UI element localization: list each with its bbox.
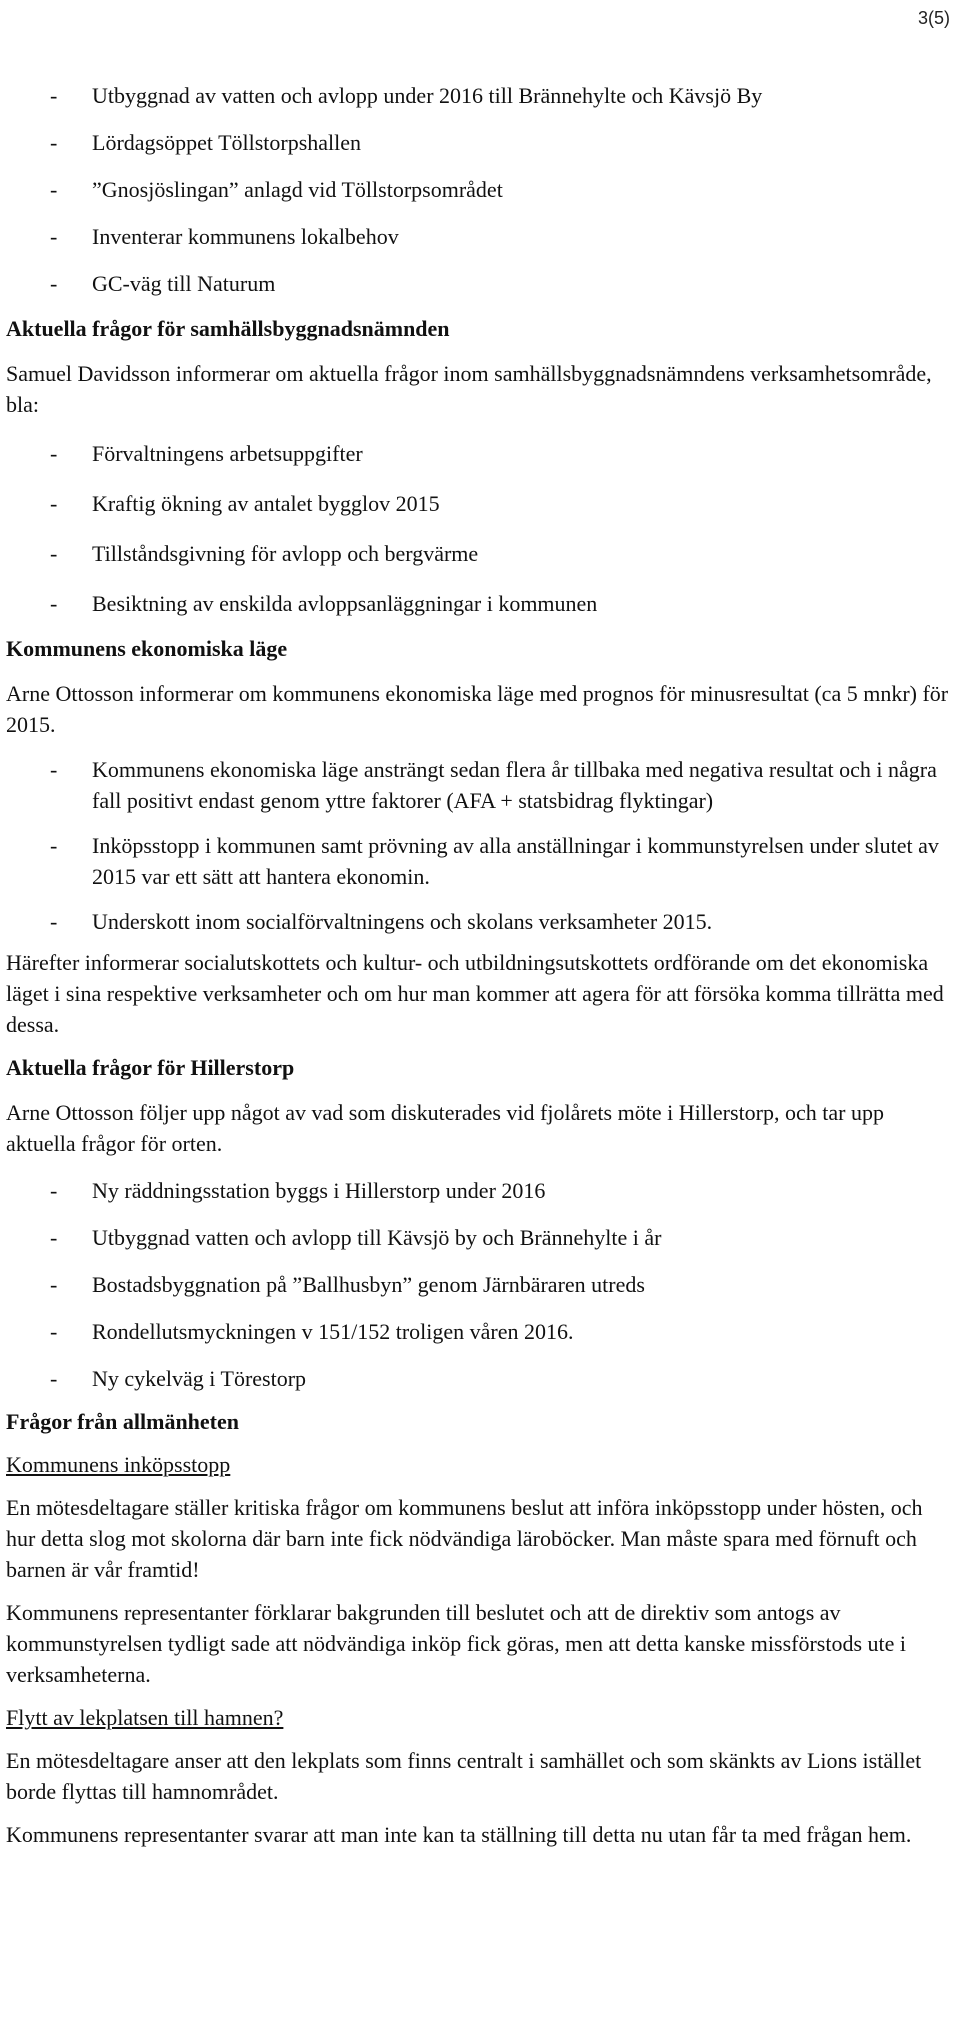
paragraph: En mötesdeltagare anser att den lekplats som finns centralt i samhället och som skänkts av Lions istället borde flyttas till hamnområdet. xyxy=(6,1748,922,1804)
sbn-list xyxy=(6,438,956,619)
section-heading-sbn: Aktuella frågor för samhällsbyggnadsnämnden xyxy=(6,316,450,341)
paragraph: Härefter informerar socialutskottets och kultur- och utbildningsutskottets ordförande om det ekonomiska läget i sina respektive verksamheter och om hur man kommer att agera för att försöka komma tillrätta med dessa. xyxy=(6,950,944,1037)
list-item: - Bostadsbyggnation på ”Ballhusbyn” genom Järnbäraren utreds xyxy=(50,1272,645,1297)
section-heading-hillerstorp: Aktuella frågor för Hillerstorp xyxy=(6,1055,295,1080)
hillerstorp-list xyxy=(6,1175,956,1394)
list-item: - Rondellutsmyckningen v 151/152 troligen våren 2016. xyxy=(50,1319,574,1344)
paragraph: Arne Ottosson informerar om kommunens ekonomiska läge med prognos för minusresultat (ca 5 mnkr) för 2015. xyxy=(6,681,949,737)
intro-list xyxy=(6,80,956,299)
subheading-purchase-stop: Kommunens inköpsstopp xyxy=(6,1452,231,1477)
page-number: 3(5) xyxy=(917,8,950,28)
list-item: - Underskott inom socialförvaltningens och skolans verksamheter 2015. xyxy=(50,909,713,934)
list-item: - GC-väg till Naturum xyxy=(50,271,276,296)
list-item: - Tillståndsgivning för avlopp och bergvärme xyxy=(50,541,479,566)
list-item: - Inventerar kommunens lokalbehov xyxy=(50,224,399,249)
document-body xyxy=(6,80,956,1850)
subheading-playground: Flytt av lekplatsen till hamnen? xyxy=(6,1705,284,1730)
list-item: - ”Gnosjöslingan” anlagd vid Töllstorpsområdet xyxy=(50,177,503,202)
paragraph: Kommunens representanter svarar att man inte kan ta ställning till detta nu utan får ta med frågan hem. xyxy=(6,1822,912,1847)
paragraph: Samuel Davidsson informerar om aktuella frågor inom samhällsbyggnadsnämndens verksamhetsområde, bla: xyxy=(6,361,932,417)
list-item: - Kommunens ekonomiska läge ansträngt sedan flera år tillbaka med negativa resultat och i några fall positivt endast genom yttre faktorer (AFA + statsbidrag flyktingar) xyxy=(50,757,937,813)
paragraph: En mötesdeltagare ställer kritiska frågor om kommunens beslut att införa inköpsstopp under hösten, och hur detta slog mot skolorna där barn inte fick nödvändiga läroböcker. Man måste spara med förnuft och barnen är vår framtid! xyxy=(6,1495,923,1582)
paragraph: Kommunens representanter förklarar bakgrunden till beslutet och att de direktiv som antogs av kommunstyrelsen tydligt sade att nödvändiga inköp fick göras, men att detta kanske missförstods ute i verksamheterna. xyxy=(6,1600,907,1687)
list-item: - Kraftig ökning av antalet bygglov 2015 xyxy=(50,491,440,516)
list-item: - Förvaltningens arbetsuppgifter xyxy=(50,441,363,466)
list-item: - Lördagsöppet Töllstorpshallen xyxy=(50,130,362,155)
section-heading-public: Frågor från allmänheten xyxy=(6,1409,240,1434)
list-item: - Utbyggnad vatten och avlopp till Kävsjö by och Brännehylte i år xyxy=(50,1225,662,1250)
list-item: - Inköpsstopp i kommunen samt prövning av alla anställningar i kommunstyrelsen under slutet av 2015 var ett sätt att hantera ekonomin. xyxy=(50,833,939,889)
paragraph: Arne Ottosson följer upp något av vad som diskuterades vid fjolårets möte i Hillerstorp, och tar upp aktuella frågor för orten. xyxy=(6,1100,884,1156)
econ-list xyxy=(6,754,956,937)
list-item: - Ny cykelväg i Törestorp xyxy=(50,1366,307,1391)
list-item: - Utbyggnad av vatten och avlopp under 2016 till Brännehylte och Kävsjö By xyxy=(50,83,763,108)
section-heading-econ: Kommunens ekonomiska läge xyxy=(6,636,288,661)
list-item: - Besiktning av enskilda avloppsanläggningar i kommunen xyxy=(50,591,598,616)
list-item: - Ny räddningsstation byggs i Hillerstorp under 2016 xyxy=(50,1178,546,1203)
